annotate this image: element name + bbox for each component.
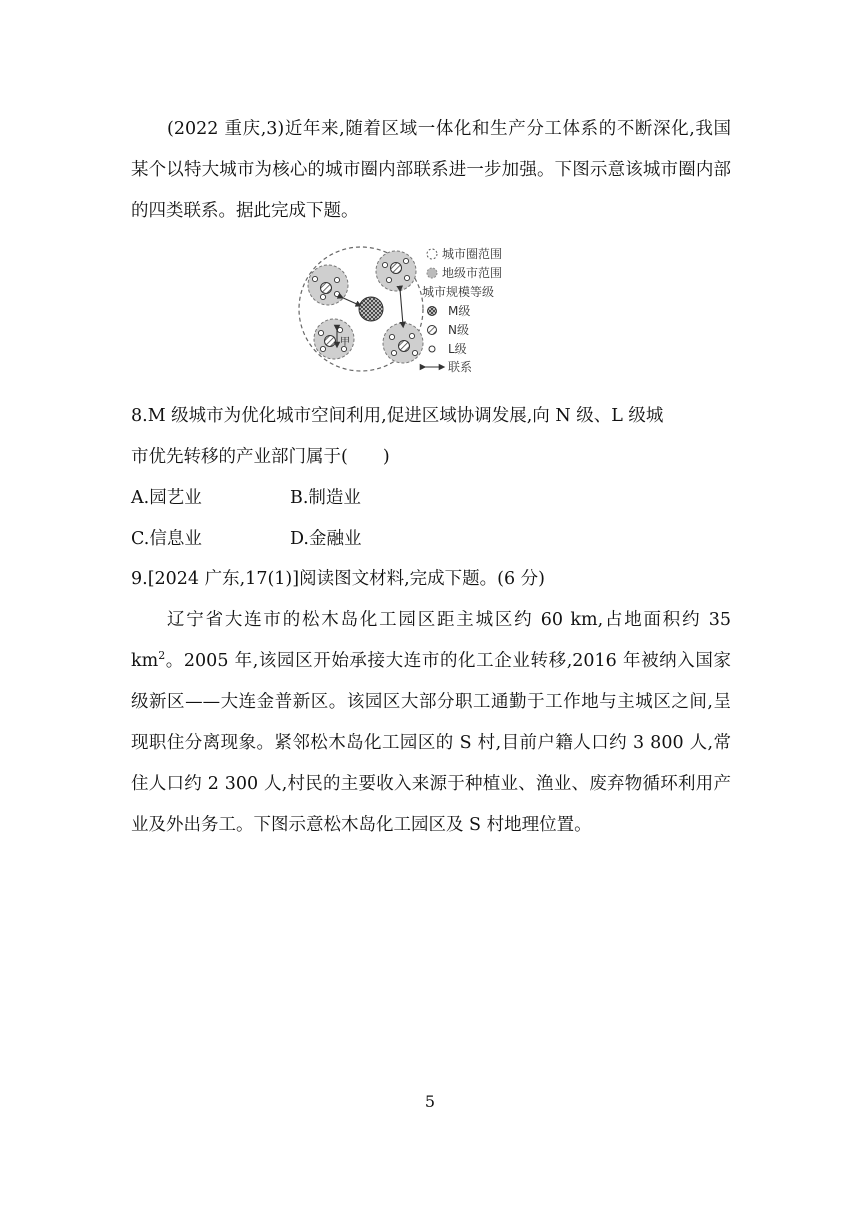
q9-paragraph xyxy=(131,600,731,846)
q8-option-d[interactable]: D.金融业 xyxy=(290,529,362,549)
intro-text: (2022 重庆,3)近年来,随着区域一体化和生产分工体系的不断深化,我国某个以特大城市为核心的城市圈内部联系进一步加强。下图示意该城市圈内部的四类联系。据此完成下题。 xyxy=(131,119,731,221)
q9-text-part2: 。2005 年,该园区开始承接大连市的化工企业转移,2016 年被纳入国家级新区——大连金普新区。该园区大部分职工通勤于工作地与主城区之间,呈现职住分离现象。紧邻松木岛化工园区的 S 村,目前户籍人口约 3 800 人,常住人口约 2 300 人,村民的主要收入来源于种植业、渔业、废弃物循环利用产业及外出务工。下图示意松木岛化工园区及 S 村地理位置。 xyxy=(131,651,731,835)
legend-link: 联系 xyxy=(448,360,473,374)
page-number: 5 xyxy=(424,1092,436,1111)
legend-m-level: M级 xyxy=(448,304,471,318)
legend-l-level: L级 xyxy=(448,342,467,356)
q9-header: 9.[2024 广东,17(1)]阅读图文材料,完成下题。(6 分) xyxy=(131,569,545,589)
q8-stem-line1: 8.M 级城市为优化城市空间利用,促进区域协调发展,向 N 级、L 级城 xyxy=(131,406,664,426)
m-level-city xyxy=(359,297,383,321)
intro-paragraph xyxy=(131,109,731,232)
legend xyxy=(422,247,502,374)
q8-stem-line2: 市优先转移的产业部门属于( ) xyxy=(131,447,390,467)
q9-text-part1: 辽宁省大连市的松木岛化工园区距主城区约 60 km,占地面积约 35 km xyxy=(131,610,731,671)
legend-scale-title: 城市规模等级 xyxy=(422,285,495,299)
q8-option-a[interactable]: A.园艺业 xyxy=(131,488,202,508)
jia-label: 甲 xyxy=(340,337,350,348)
legend-n-level: N级 xyxy=(448,323,469,337)
q9-superscript: 2 xyxy=(158,649,166,663)
legend-prefecture: 地级市范围 xyxy=(442,266,503,280)
city-circle-figure xyxy=(296,233,556,385)
q8-option-b[interactable]: B.制造业 xyxy=(290,488,361,508)
legend-city-circle: 城市圈范围 xyxy=(442,247,503,261)
q8-option-c[interactable]: C.信息业 xyxy=(131,529,202,549)
